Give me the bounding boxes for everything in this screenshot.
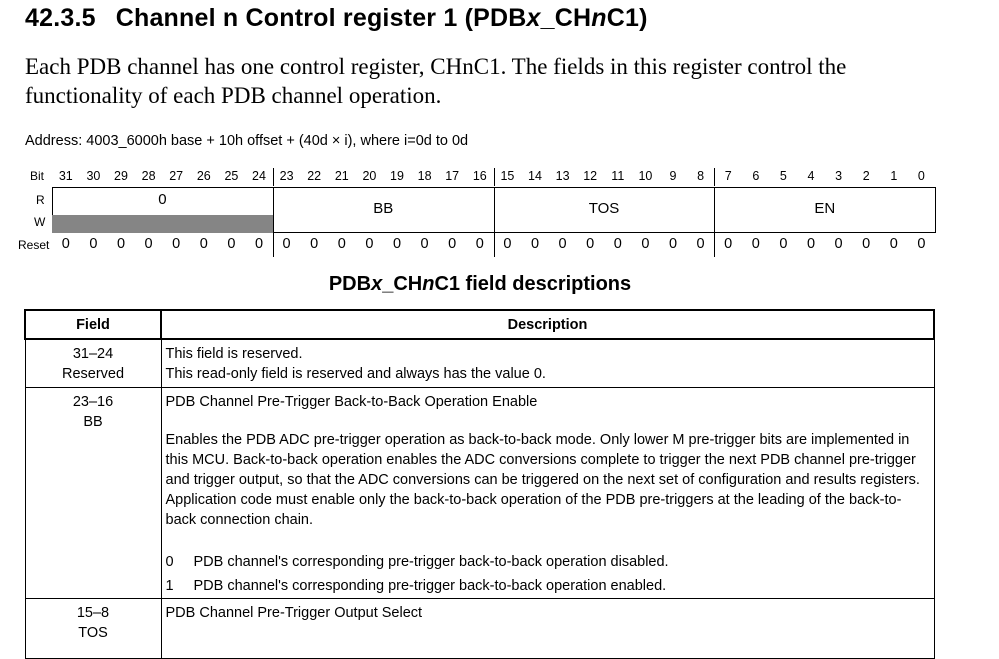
bit-number: 31 — [58, 169, 73, 183]
bit-number: 21 — [334, 169, 349, 183]
bit-number: 11 — [611, 169, 625, 183]
bit-number: 17 — [445, 169, 460, 183]
caption-part: C1 field descriptions — [434, 273, 632, 295]
bit-number: 9 — [669, 169, 677, 183]
reset-value: 0 — [530, 236, 540, 252]
bit-number: 13 — [555, 169, 570, 183]
field-name: Reserved — [61, 366, 125, 382]
description-cell — [161, 598, 934, 658]
reset-row-label: Reset — [18, 238, 50, 252]
register-field-label: BB — [373, 200, 394, 217]
bit-number: 29 — [114, 169, 128, 183]
field-name: BB — [83, 413, 103, 430]
section-title-part: _CH — [540, 4, 592, 32]
reset-value: 0 — [668, 236, 678, 252]
bit-number: 19 — [390, 169, 404, 183]
field-bits: 31–24 — [72, 346, 114, 362]
reset-value: 0 — [724, 236, 733, 252]
reset-value: 0 — [172, 236, 181, 252]
bit-number: 10 — [638, 169, 653, 183]
reset-value: 0 — [116, 236, 126, 252]
bit-number: 16 — [472, 169, 487, 183]
reset-value: 0 — [862, 236, 871, 252]
field-cell — [25, 598, 161, 658]
reset-value: 0 — [613, 236, 622, 252]
reset-value: 0 — [586, 236, 595, 252]
bit-number: 5 — [779, 169, 787, 183]
field-cell — [25, 339, 161, 387]
bit-number: 25 — [224, 169, 239, 183]
field-boundary-line — [494, 168, 495, 186]
reset-value: 0 — [227, 236, 236, 252]
field-boundary-line — [273, 168, 274, 186]
field-name: TOS — [78, 624, 108, 641]
section-title-part: Channel n Control register 1 (PDB — [115, 4, 527, 32]
bit-number: 20 — [362, 169, 377, 183]
table-header-row — [25, 310, 934, 339]
description-line: This field is reserved. — [165, 346, 303, 362]
bit-number: 27 — [169, 169, 184, 183]
section-heading — [25, 4, 648, 33]
table-row — [25, 387, 934, 598]
section-title-n: n — [591, 4, 607, 32]
bit-number: 30 — [86, 169, 101, 183]
bit-number: 12 — [583, 169, 598, 183]
reset-value: 0 — [917, 236, 926, 252]
caption-part: PDB — [328, 273, 372, 295]
bit-number: 15 — [500, 169, 515, 183]
field-boundary-line — [714, 168, 715, 186]
section-number: 42.3.5 — [25, 4, 96, 32]
bit-number: 8 — [697, 169, 705, 183]
reset-value: 0 — [641, 236, 650, 252]
reset-value: 0 — [365, 236, 374, 252]
bit-number: 4 — [807, 169, 815, 183]
enum-text: PDB channel's corresponding pre-trigger back-to-back operation enabled. — [193, 577, 667, 594]
register-address: Address: 4003_6000h base + 10h offset + (40d × i), where i=0d to 0d — [25, 133, 469, 149]
section-title-x: x — [526, 4, 541, 32]
field-descriptions-table — [24, 309, 935, 659]
reset-value: 0 — [889, 236, 898, 252]
field-cell — [25, 387, 161, 598]
enum-text: PDB channel's corresponding pre-trigger back-to-back operation disabled. — [193, 553, 669, 570]
table-caption — [0, 273, 960, 296]
caption-part: _CH — [382, 273, 423, 295]
description-body: Enables the PDB ADC pre-trigger operation as back-to-back mode. Only lower M pre-trigger bits are implemented in this MCU. Back-to-back operation enables the ADC conversions complete to trigger the next PDB channel pre-trigger and trigger output, so that the ADC conversions can be triggered on the next set of configuration and results registers. Application code must enable only the back-to-back operation of the PDB pre-triggers at the leading of the back-to-back connection chain. — [165, 431, 920, 528]
reset-value: 0 — [61, 236, 70, 252]
write-row-label: W — [34, 215, 46, 229]
register-field-label: TOS — [588, 200, 620, 217]
reset-value: 0 — [558, 236, 567, 252]
enum-row — [166, 552, 930, 572]
reset-value: 0 — [144, 236, 153, 252]
reset-value: 0 — [199, 236, 208, 252]
bit-number: 7 — [724, 169, 732, 183]
table-row — [25, 598, 934, 658]
reset-value: 0 — [475, 236, 484, 252]
reset-value: 0 — [751, 236, 760, 252]
reset-value: 0 — [310, 236, 319, 252]
reset-value: 0 — [89, 236, 98, 252]
reset-value: 0 — [448, 236, 457, 252]
reset-value: 0 — [806, 236, 816, 252]
table-row — [25, 339, 934, 387]
bit-number: 26 — [196, 169, 211, 183]
description-cell — [161, 339, 934, 387]
column-header-field: Field — [25, 310, 161, 339]
description-cell — [161, 387, 934, 598]
register-field-label: 0 — [158, 191, 167, 208]
bit-number: 2 — [862, 169, 870, 183]
reset-value: 0 — [282, 236, 291, 252]
caption-n: n — [422, 273, 435, 295]
register-field-label: EN — [814, 200, 836, 217]
section-title-part: C1) — [606, 4, 648, 32]
bit-number: 0 — [917, 169, 925, 183]
reset-value: 0 — [779, 236, 788, 252]
reset-value: 0 — [696, 236, 705, 252]
reset-value: 0 — [254, 236, 264, 252]
bit-number: 28 — [141, 169, 156, 183]
reset-value: 0 — [337, 236, 346, 252]
enum-row — [166, 576, 930, 596]
reserved-write-fill — [52, 215, 274, 233]
reset-value: 0 — [834, 236, 843, 252]
description-heading: PDB Channel Pre-Trigger Output Select — [165, 604, 423, 621]
enum-value: 1 — [165, 577, 174, 594]
column-header-description: Description — [161, 310, 934, 339]
caption-x: x — [371, 273, 383, 295]
field-bits: 23–16 — [72, 393, 114, 410]
bit-number: 6 — [752, 169, 760, 183]
enum-value: 0 — [165, 553, 174, 570]
bit-number: 24 — [252, 169, 266, 183]
bit-number: 23 — [279, 169, 294, 183]
bit-row-label: Bit — [30, 169, 45, 183]
reset-value: 0 — [420, 236, 429, 252]
description-line: This read-only field is reserved and always has the value 0. — [165, 366, 546, 382]
bit-number: 14 — [528, 169, 542, 183]
reset-value: 0 — [392, 236, 402, 252]
description-heading: PDB Channel Pre-Trigger Back-to-Back Operation Enable — [165, 393, 538, 410]
read-row-label: R — [36, 193, 45, 207]
bit-number: 3 — [835, 169, 843, 183]
bit-number: 22 — [307, 169, 322, 183]
bit-number: 1 — [890, 169, 898, 183]
intro-paragraph: Each PDB channel has one control register, CHnC1. The fields in this register control the functionality of each PDB channel operation. — [25, 54, 847, 108]
bit-number: 18 — [417, 169, 432, 183]
reset-value: 0 — [503, 236, 512, 252]
field-bits: 15–8 — [76, 604, 110, 621]
